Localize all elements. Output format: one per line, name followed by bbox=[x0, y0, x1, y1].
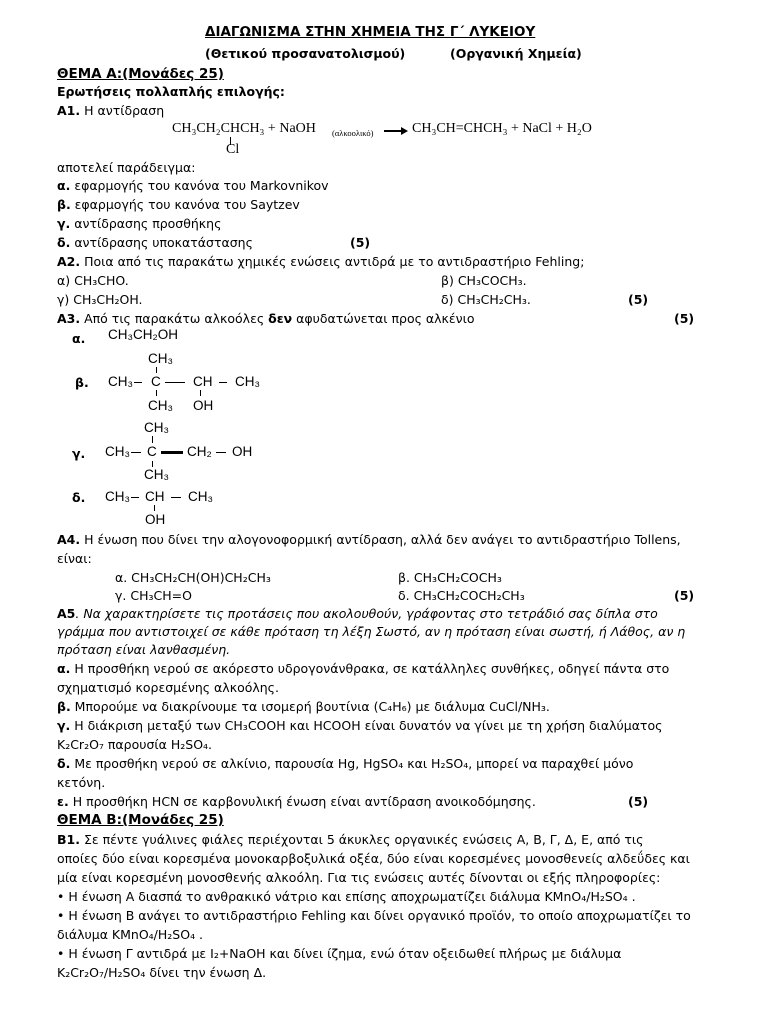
reaction-condition: (αλκοολικό) bbox=[332, 128, 374, 138]
a2-option-d: δ) CH₃CH₂CH₃. bbox=[441, 292, 531, 307]
b1-info-1: • Η ένωση Α διασπά το ανθρακικό νάτριο και επίσης αποχρωματίζει διάλυμα KMnO₄/H₂SO₄ . bbox=[57, 889, 636, 904]
atom: OH bbox=[232, 444, 253, 459]
atom: CH₃ bbox=[105, 489, 130, 504]
atom: C bbox=[151, 374, 161, 389]
a5-intro-line-1: Α5. Να χαρακτηρίσετε τις προτάσεις που ακολουθούν, γράφοντας στο τετράδιό σας δίπλα στο bbox=[57, 606, 658, 621]
bond bbox=[216, 452, 226, 453]
b1-info-3: • Η ένωση Γ αντιδρά με I₂+NaOH και δίνει ίζημα, ενώ όταν οξειδωθεί πλήρως με διάλυμα bbox=[57, 946, 622, 961]
a5-statement-c-cont: K₂Cr₂O₇ παρουσία H₂SO₄. bbox=[57, 737, 213, 752]
a2-option-a: α) CH₃CHO. bbox=[57, 273, 129, 288]
a5-statement-b: β. Μπορούμε να διακρίνουμε τα ισομερή βουτίνια (C₄H₆) με διάλυμα CuCl/NH₃. bbox=[57, 699, 550, 714]
a1-stem: αποτελεί παράδειγμα: bbox=[57, 160, 196, 175]
theme-a-heading: ΘΕΜΑ Α:(Μονάδες 25) bbox=[57, 66, 224, 82]
b1-info-2: • Η ένωση Β ανάγει το αντιδραστήριο Fehling και δίνει οργανικό προϊόν, το οποίο αποχρωματίζει το bbox=[57, 908, 691, 923]
a5-statement-c: γ. Η διάκριση μεταξύ των CH₃COOH και HCOOH είναι δυνατόν να γίνει με τη χρήση διαλύματος bbox=[57, 718, 663, 733]
structure-d-letter: δ. bbox=[72, 490, 86, 505]
atom: OH bbox=[145, 512, 166, 527]
a1-option-c: γ. αντίδρασης προσθήκης bbox=[57, 216, 222, 231]
atom: CH₃ bbox=[144, 467, 169, 482]
b1-paragraph-line-1: Β1. Σε πέντε γυάλινες φιάλες περιέχονται 5 άκυκλες οργανικές ενώσεις Α, Β, Γ, Δ, Ε, από τις bbox=[57, 832, 644, 847]
a4-question-cont: είναι: bbox=[57, 551, 92, 566]
atom: CH₃ bbox=[188, 489, 213, 504]
structure-a-letter: α. bbox=[72, 331, 86, 346]
bond bbox=[134, 382, 142, 383]
a3-points: (5) bbox=[674, 311, 695, 326]
b1-paragraph-line-3: μία είναι κορεσμένη μονοσθενής αλκοόλη. Για τις ενώσεις αυτές δίνονται οι εξής πληροφορίες: bbox=[57, 870, 661, 885]
bond bbox=[154, 505, 155, 511]
atom: CH₃CH₂OH bbox=[108, 327, 178, 342]
reaction-products: CH₃CH=CHCH₃ + NaCl + H₂O bbox=[412, 121, 592, 136]
atom: CH₃ bbox=[108, 374, 133, 389]
theme-b-heading: ΘΕΜΑ Β:(Μονάδες 25) bbox=[57, 812, 224, 828]
a2-option-c: γ) CH₃CH₂OH. bbox=[57, 292, 143, 307]
a1-text: Η αντίδραση bbox=[80, 103, 165, 118]
reaction-reactants: CH₃CH₂CHCH₃ + NaOH bbox=[172, 121, 316, 136]
a1-label: Α1. bbox=[57, 103, 81, 118]
a2-question: Α2. Ποια από τις παρακάτω χημικές ενώσεις αντιδρά με το αντιδραστήριο Fehling; bbox=[57, 254, 585, 269]
atom: CH₂ bbox=[187, 444, 212, 459]
atom: CH bbox=[145, 489, 165, 504]
a5-statement-e: ε. Η προσθήκη HCN σε καρβονυλική ένωση είναι αντίδραση ανοικοδόμησης. bbox=[57, 794, 536, 809]
bond bbox=[165, 382, 185, 383]
bond bbox=[131, 452, 141, 453]
a2-points: (5) bbox=[628, 292, 649, 307]
structure-c-letter: γ. bbox=[72, 446, 86, 461]
a1-option-d: δ. αντίδρασης υποκατάστασης bbox=[57, 235, 253, 250]
atom: CH bbox=[193, 374, 213, 389]
structure-b-letter: β. bbox=[75, 375, 89, 390]
bond bbox=[219, 382, 227, 383]
a5-points: (5) bbox=[628, 794, 649, 809]
a1-option-b: β. εφαρμογής του κανόνα του Saytzev bbox=[57, 197, 300, 212]
a4-question: Α4. Η ένωση που δίνει την αλογονοφορμική αντίδραση, αλλά δεν ανάγει το αντιδραστήριο Tollens, bbox=[57, 532, 681, 547]
mc-heading: Ερωτήσεις πολλαπλής επιλογής: bbox=[57, 84, 285, 99]
a1-question bbox=[57, 103, 164, 119]
a2-option-b: β) CH₃COCH₃. bbox=[441, 273, 527, 288]
bond bbox=[152, 436, 153, 443]
atom: CH₃ bbox=[144, 420, 169, 435]
page-title: ΔΙΑΓΩΝΙΣΜΑ ΣΤΗΝ ΧΗΜΕΙΑ ΤΗΣ Γ΄ ΛΥΚΕΙΟΥ bbox=[205, 24, 536, 40]
a5-statement-d: δ. Με προσθήκη νερού σε αλκίνιο, παρουσία Hg, HgSO₄ και H₂SO₄, μπορεί να παραχθεί μόνο bbox=[57, 756, 634, 771]
b1-info-3-cont: K₂Cr₂O₇/H₂SO₄ δίνει την ένωση Δ. bbox=[57, 965, 267, 980]
atom: CH₃ bbox=[148, 351, 173, 366]
b1-info-2-cont: διάλυμα KMnO₄/H₂SO₄ . bbox=[57, 927, 204, 942]
a4-option-d: δ. CH₃CH₂COCH₂CH₃ bbox=[398, 588, 525, 603]
atom: CH₃ bbox=[105, 444, 130, 459]
bond bbox=[131, 497, 139, 498]
bond bbox=[171, 497, 181, 498]
a4-option-b: β. CH₃CH₂COCH₃ bbox=[398, 570, 502, 585]
b1-paragraph-line-2: οποίες δύο είναι κορεσμένα μονοκαρβοξυλικά οξέα, δύο είναι κορεσμένες μονοσθενείς αλδεΰδες και bbox=[57, 851, 690, 866]
atom: CH₃ bbox=[235, 374, 260, 389]
a4-option-a: α. CH₃CH₂CH(OH)CH₂CH₃ bbox=[115, 570, 271, 585]
a5-statement-a-cont: σχηματισμό κορεσμένης αλκοόλης. bbox=[57, 680, 279, 695]
a4-option-c: γ. CH₃CH=O bbox=[115, 588, 192, 603]
bond bbox=[156, 367, 157, 373]
subtitle-orientation: (Θετικού προσανατολισμού) bbox=[205, 46, 406, 61]
bond bbox=[161, 451, 183, 454]
a5-statement-d-cont: κετόνη. bbox=[57, 775, 106, 790]
a1-option-a: α. εφαρμογής του κανόνα του Markovnikov bbox=[57, 178, 329, 193]
a5-statement-a: α. Η προσθήκη νερού σε ακόρεστο υδρογονάνθρακα, σε κατάλληλες συνθήκες, οδηγεί πάντα στο bbox=[57, 661, 670, 676]
subtitle-topic: (Οργανική Χημεία) bbox=[450, 46, 582, 61]
bond bbox=[156, 390, 157, 396]
atom: CH₃ bbox=[148, 398, 173, 413]
a5-intro-line-2: γράμμα που αντιστοιχεί σε κάθε πρόταση τη λέξη Σωστό, αν η πρόταση είναι σωστή, ή Λάθος, αν η bbox=[57, 624, 686, 639]
reaction-arrow-icon bbox=[401, 127, 408, 135]
a3-question: Α3. Από τις παρακάτω αλκοόλες δεν αφυδατώνεται προς αλκένιο bbox=[57, 311, 475, 326]
bond bbox=[200, 390, 201, 396]
a4-points: (5) bbox=[674, 588, 695, 603]
atom: C bbox=[147, 444, 157, 459]
cl-substituent: Cl bbox=[226, 142, 240, 157]
a5-intro-line-3: πρόταση είναι λανθασμένη. bbox=[57, 642, 231, 657]
a1-points: (5) bbox=[350, 235, 371, 250]
atom: OH bbox=[193, 398, 214, 413]
